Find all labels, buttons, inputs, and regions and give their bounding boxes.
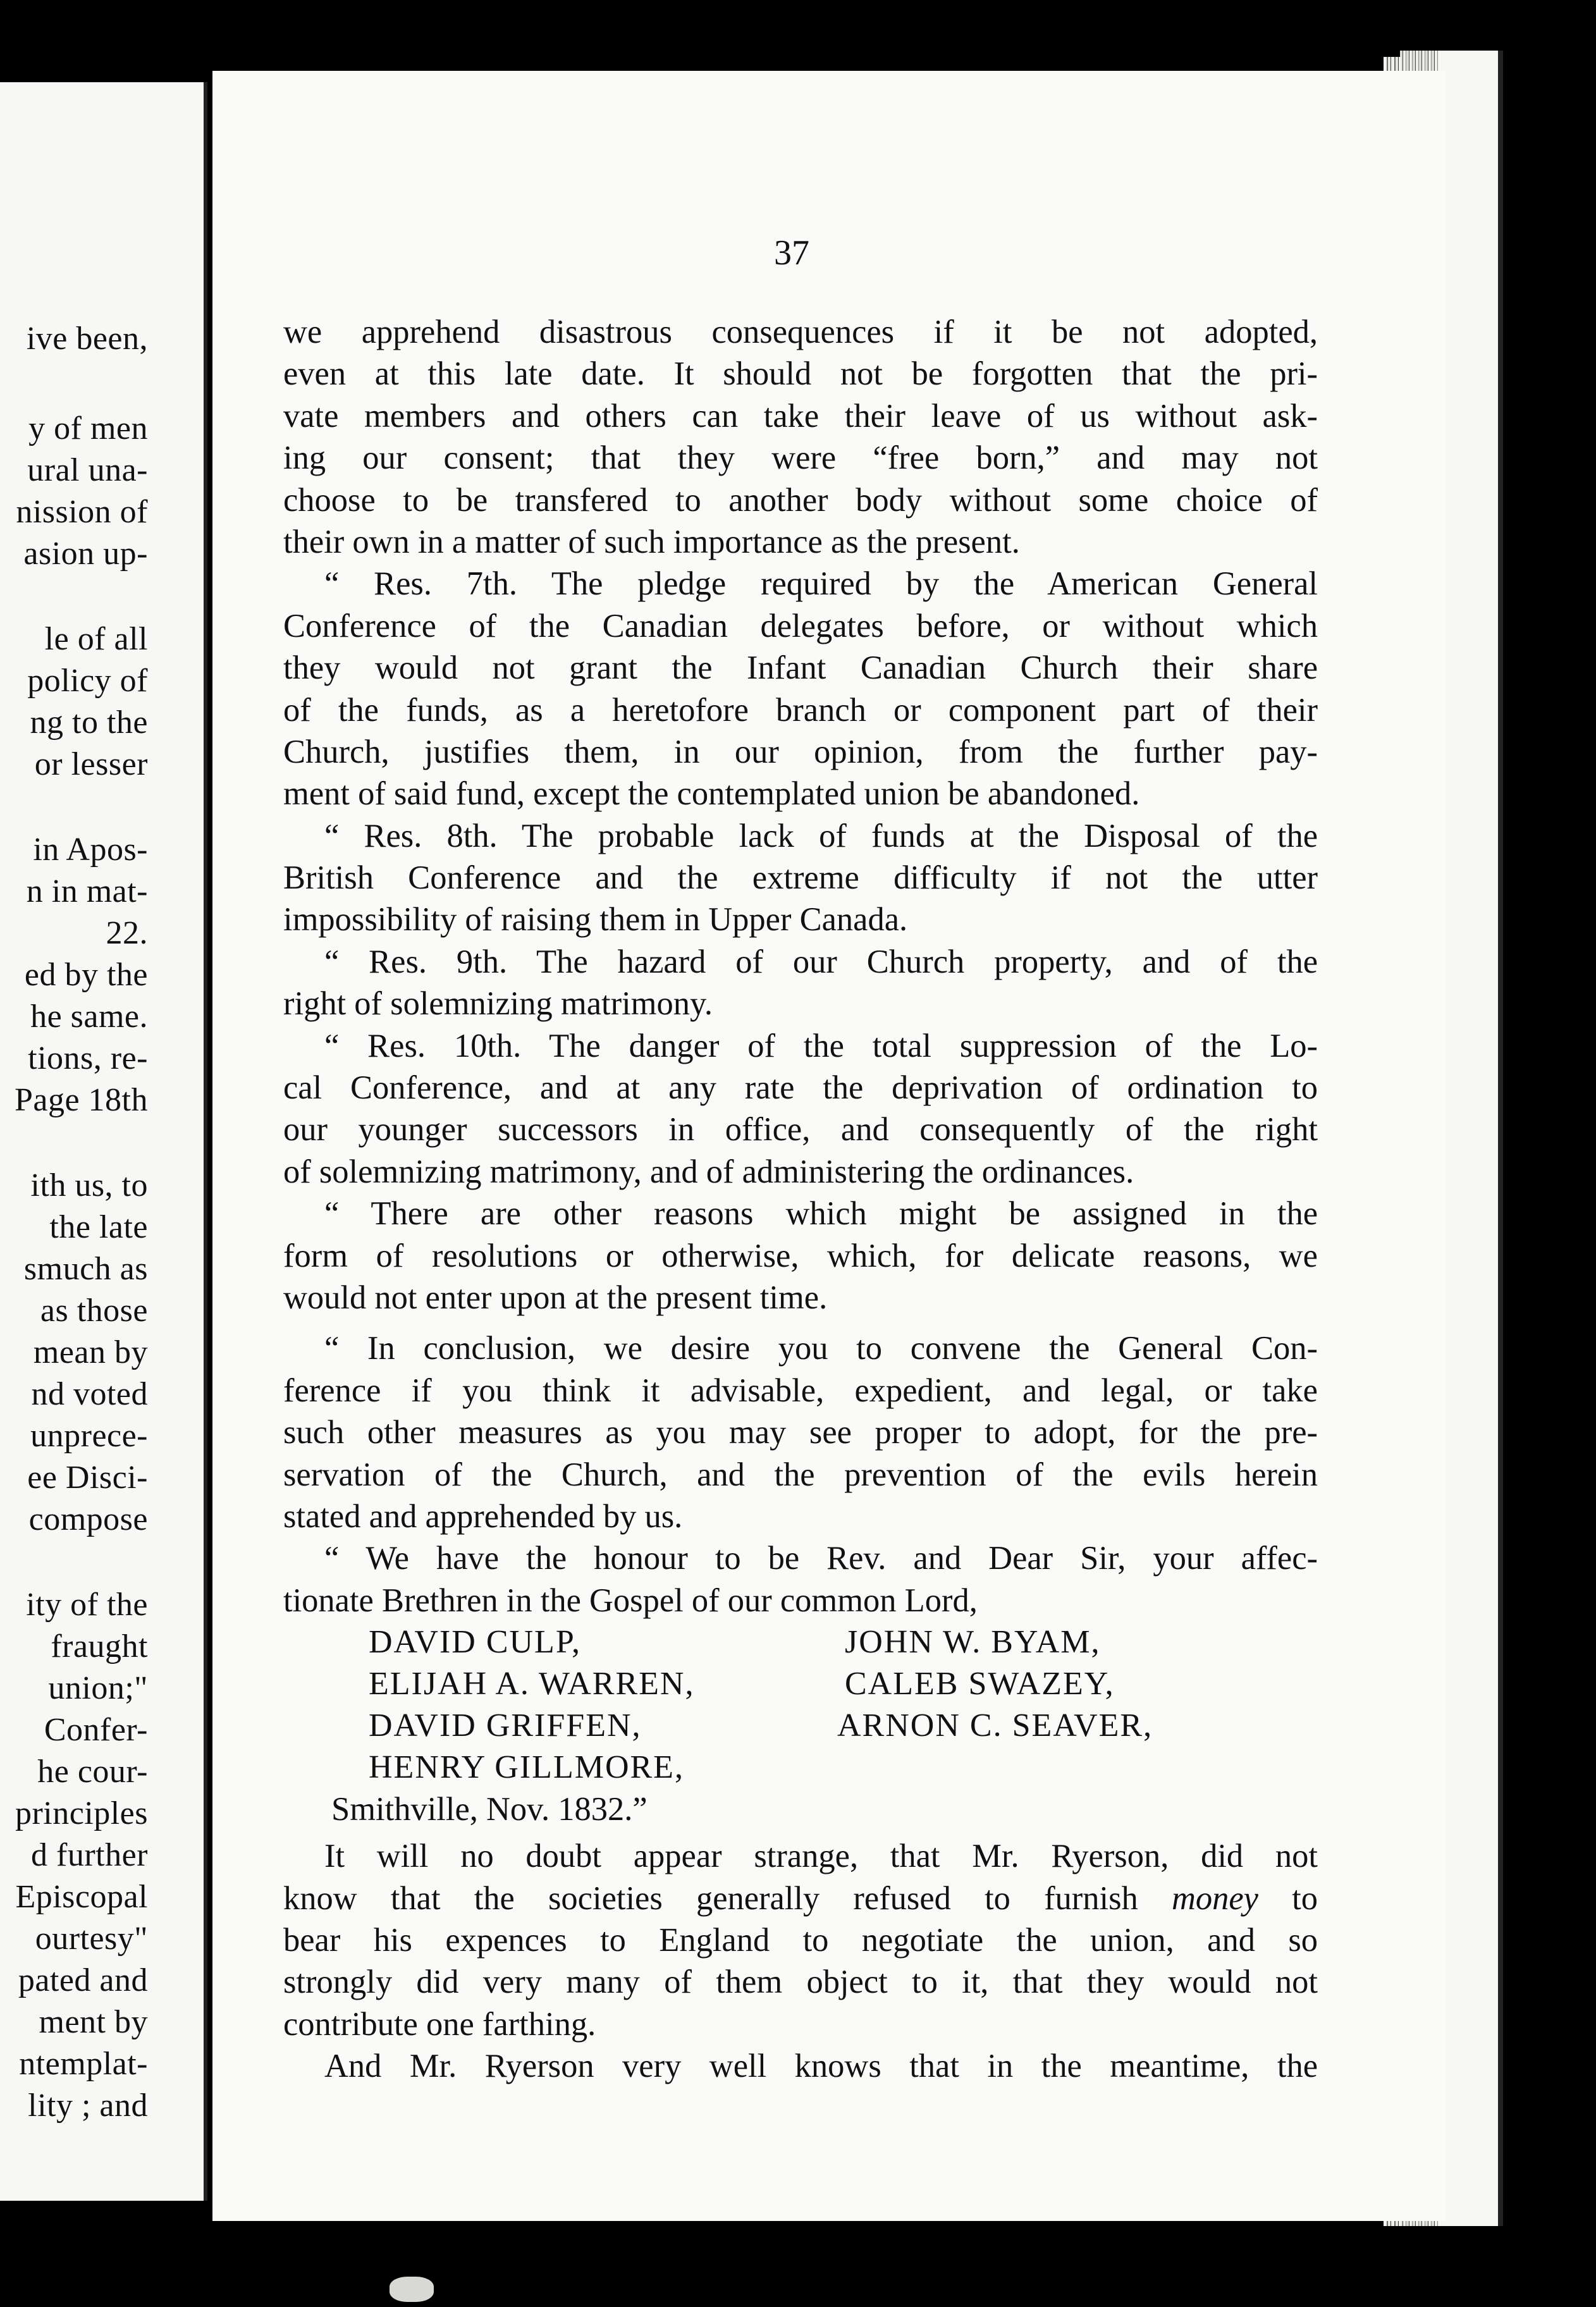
left-page-line: d further xyxy=(31,1837,148,1873)
left-page-line: 22. xyxy=(106,915,148,951)
page-edge-outer xyxy=(1438,51,1503,2226)
text-line: “ Res. 10th. The danger of the total suppression of the Lo- xyxy=(324,1027,1318,1064)
left-page-line: the late xyxy=(49,1209,148,1245)
text-run: to xyxy=(1258,1879,1318,1917)
left-page-line: in Apos- xyxy=(33,832,148,868)
signature: HENRY GILLMORE, xyxy=(369,1749,684,1786)
left-page-line: pated and xyxy=(18,1962,148,1998)
text-line: would not enter upon at the present time. xyxy=(283,1279,828,1316)
text-line: such other measures as you may see proper to adopt, for the pre- xyxy=(283,1414,1318,1451)
left-page-line: ith us, to xyxy=(30,1167,148,1203)
left-page xyxy=(0,82,207,2201)
text-line: choose to be transfered to another body without some choice of xyxy=(283,481,1318,519)
text-line: of solemnizing matrimony, and of administering the ordinances. xyxy=(283,1153,1134,1190)
left-page-line: le of all xyxy=(44,621,148,657)
text-line: strongly did very many of them object to it, that they would not xyxy=(283,1964,1318,2001)
left-page-line: Page 18th xyxy=(14,1082,148,1118)
text-line: their own in a matter of such importance as the present. xyxy=(283,523,1020,560)
text-line: Conference of the Canadian delegates before, or without which xyxy=(283,607,1318,644)
text-line: Church, justifies them, in our opinion, from the further pay- xyxy=(283,733,1318,770)
text-run: know that the societies generally refused to furnish xyxy=(283,1879,1172,1917)
left-page-line: ourtesy" xyxy=(35,1921,148,1957)
left-page-line: he cour- xyxy=(37,1754,148,1790)
body-text xyxy=(283,311,1318,2087)
left-page-line: asion up- xyxy=(23,536,148,572)
text-line xyxy=(283,1878,1318,1919)
text-line: “ Res. 8th. The probable lack of funds at the Disposal of the xyxy=(324,817,1318,854)
text-line: “ Res. 9th. The hazard of our Church property, and of the xyxy=(324,943,1318,980)
text-line: And Mr. Ryerson very well knows that in the meantime, the xyxy=(324,2048,1318,2085)
left-page-line: he same. xyxy=(30,999,148,1035)
text-line: contribute one farthing. xyxy=(283,2005,596,2043)
text-line: stated and apprehended by us. xyxy=(283,1498,683,1535)
paragraph xyxy=(283,563,1318,815)
text-line: ference if you think it advisable, expedient, and legal, or take xyxy=(283,1372,1318,1409)
text-line: ment of said fund, except the contemplated union be abandoned. xyxy=(283,775,1140,813)
text-line: cal Conference, and at any rate the deprivation of ordination to xyxy=(283,1069,1318,1107)
text-line: “ We have the honour to be Rev. and Dear Sir, your affec- xyxy=(324,1540,1318,1577)
left-page-line: Confer- xyxy=(44,1712,148,1748)
text-line: British Conference and the extreme difficulty if not the utter xyxy=(283,859,1318,897)
left-page-line: nission of xyxy=(16,494,148,530)
paragraph xyxy=(283,311,1318,563)
text-line: they would not grant the Infant Canadian Church their share xyxy=(283,649,1318,687)
left-page-line: principles xyxy=(15,1795,148,1831)
text-line: vate members and others can take their leave of us without ask- xyxy=(283,397,1318,434)
text-line: our younger successors in office, and consequently of the right xyxy=(283,1111,1318,1148)
left-page-line: policy of xyxy=(27,663,148,699)
left-page-line: ee Disci- xyxy=(27,1460,148,1496)
left-page-line: smuch as xyxy=(23,1251,148,1287)
paragraph xyxy=(283,1193,1318,1319)
final-paragraph xyxy=(283,2045,1318,2087)
left-page-line: compose xyxy=(28,1501,148,1537)
left-page-line: unprece- xyxy=(30,1418,148,1454)
left-page-line: fraught xyxy=(51,1628,148,1664)
text-line: tionate Brethren in the Gospel of our common Lord, xyxy=(283,1582,978,1619)
left-page-line: y of men xyxy=(28,410,148,446)
signature: JOHN W. BYAM, xyxy=(845,1624,1101,1661)
left-page-line: n in mat- xyxy=(26,873,148,909)
text-line: form of resolutions or otherwise, which, for delicate reasons, we xyxy=(283,1237,1318,1274)
left-page-line: mean by xyxy=(33,1334,148,1370)
left-page-line: union;" xyxy=(48,1670,148,1706)
text-line: bear his expences to England to negotiate the union, and so xyxy=(283,1921,1318,1959)
left-page-line: Episcopal xyxy=(15,1879,148,1915)
left-page-line: ed by the xyxy=(24,957,148,993)
text-line: we apprehend disastrous consequences if it be not adopted, xyxy=(283,314,1318,350)
left-page-line: ive been, xyxy=(26,321,148,357)
paragraph xyxy=(283,1327,1318,1537)
left-page-line: or lesser xyxy=(34,746,148,782)
text-line: “ In conclusion, we desire you to convene the General Con- xyxy=(324,1330,1318,1367)
text-line: impossibility of raising them in Upper Canada. xyxy=(283,901,908,938)
text-line: ing our consent; that they were “free born,” and may not xyxy=(283,440,1318,477)
left-page-line: tions, re- xyxy=(28,1040,148,1076)
paragraph xyxy=(283,1025,1318,1193)
place-date: Smithville, Nov. 1832.” xyxy=(331,1791,648,1828)
left-page-line: ity of the xyxy=(26,1587,148,1623)
left-page-line: as those xyxy=(40,1293,148,1329)
left-page-line: nd voted xyxy=(31,1376,148,1412)
signature: ELIJAH A. WARREN, xyxy=(369,1666,695,1702)
scan-speck xyxy=(1009,3,1013,16)
left-page-line: lity ; and xyxy=(28,2088,148,2124)
text-line: of the funds, as a heretofore branch or component part of their xyxy=(283,691,1318,729)
signature-block xyxy=(283,1621,1318,1831)
left-page-line: ntemplat- xyxy=(19,2046,148,2082)
signature: CALEB SWAZEY, xyxy=(845,1666,1115,1702)
scan-speck xyxy=(390,2277,434,2302)
paragraph xyxy=(283,941,1318,1025)
paragraph xyxy=(283,1537,1318,1621)
signature: ARNON C. SEAVER, xyxy=(837,1707,1153,1744)
page-number: 37 xyxy=(774,233,809,273)
text-line: “ Res. 7th. The pledge required by the American General xyxy=(324,565,1318,603)
text-line: right of solemnizing matrimony. xyxy=(283,985,713,1023)
closing-paragraph xyxy=(283,1835,1318,2045)
text-line: even at this late date. It should not be forgotten that the pri- xyxy=(283,355,1318,393)
text-line: servation of the Church, and the prevention of the evils herein xyxy=(283,1456,1318,1493)
paragraphs xyxy=(283,311,1318,1621)
text-line: It will no doubt appear strange, that Mr. Ryerson, did not xyxy=(324,1838,1318,1875)
signature: DAVID CULP, xyxy=(369,1624,581,1661)
paragraph xyxy=(283,815,1318,941)
signature: DAVID GRIFFEN, xyxy=(369,1707,642,1744)
left-page-line: ng to the xyxy=(30,704,148,741)
left-page-line: ural una- xyxy=(27,452,148,488)
text-line: “ There are other reasons which might be assigned in the xyxy=(324,1195,1318,1233)
left-page-line: ment by xyxy=(39,2004,148,2040)
emphasis: money xyxy=(1171,1879,1258,1917)
